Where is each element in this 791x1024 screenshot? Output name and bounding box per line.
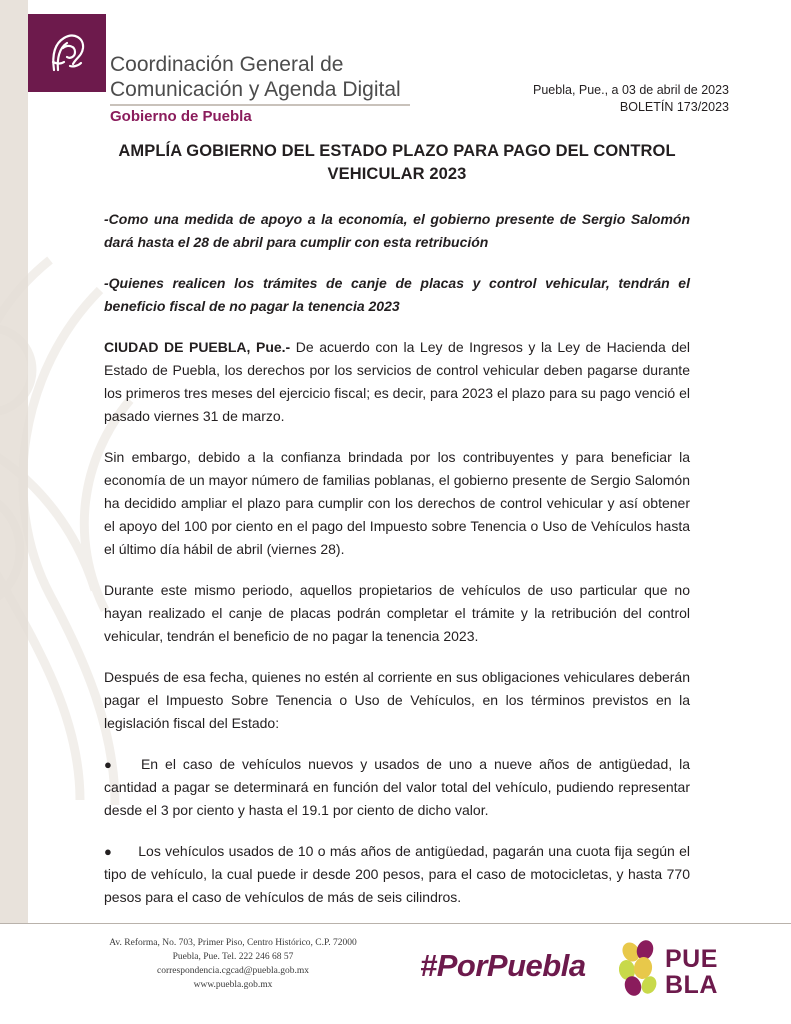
list-item-text: Los vehículos usados de 10 o más años de antigüedad, pagarán una cuota fija según el tipo de vehículo, la cual puede ir desde 200 pesos, para el caso de motocicletas, y hasta 770 pesos para el caso de vehículos de más de seis cilindros. xyxy=(104,843,690,905)
document-content xyxy=(104,140,690,951)
address-email[interactable]: correspondencia.cgcad@puebla.gob.mx xyxy=(157,966,309,976)
puebla-seal-icon xyxy=(28,14,106,92)
puebla-wordmark-line1: PUE xyxy=(665,945,718,973)
lede-paragraph-2: -Quienes realicen los trámites de canje de placas y control vehicular, tendrán el beneficio fiscal de no pagar la tenencia 2023 xyxy=(104,275,690,314)
body-paragraph-3: Durante este mismo periodo, aquellos propietarios de vehículos de uso particular que no hayan realizado el canje de placas podrán completar el trámite y la retribución del control vehicular, tendrán el beneficio de no pagar la tenencia 2023. xyxy=(104,582,690,644)
contact-address xyxy=(88,936,378,992)
left-decorative-band xyxy=(0,0,28,1024)
address-website[interactable]: www.puebla.gob.mx xyxy=(193,980,273,990)
puebla-flower-icon xyxy=(619,940,663,998)
bullet-marker-icon: ● xyxy=(104,844,113,859)
government-label: Gobierno de Puebla xyxy=(110,108,252,125)
puebla-wordmark-line2: BLA xyxy=(665,971,718,999)
document-footer xyxy=(0,923,791,1024)
org-title-line2: Comunicación y Agenda Digital xyxy=(110,78,401,101)
place-date: Puebla, Pue., a 03 de abril de 2023 xyxy=(533,83,729,97)
bullet-marker-icon: ● xyxy=(104,757,115,772)
header-divider xyxy=(110,104,410,106)
address-line-1: Av. Reforma, No. 703, Primer Piso, Centro Histórico, C.P. 72000 xyxy=(109,938,357,948)
puebla-wordmark xyxy=(665,946,718,998)
list-item xyxy=(104,840,690,909)
body-paragraph-1-text: De acuerdo con la Ley de Ingresos y la Ley de Hacienda del Estado de Puebla, los derechos por los servicios de control vehicular deben pagarse durante los primeros tres meses del ejercicio fiscal; es decir, para 2023 el plazo para su pago venció el pasado viernes 31 de marzo. xyxy=(104,339,691,424)
org-title-line1: Coordinación General de xyxy=(110,53,344,76)
list-item xyxy=(104,753,690,822)
document-header xyxy=(28,0,791,140)
hashtag-porpuebla: #PorPuebla xyxy=(420,948,586,983)
bulletin-number: BOLETÍN 173/2023 xyxy=(619,100,729,114)
seal-face-icon xyxy=(40,26,94,80)
puebla-brand-logo xyxy=(619,940,749,1008)
organization-title xyxy=(110,52,401,102)
address-line-2: Puebla, Pue. Tel. 222 246 68 57 xyxy=(172,952,294,962)
list-item-text: En el caso de vehículos nuevos y usados de uno a nueve años de antigüedad, la cantidad a pagar se determinará en función del valor total del vehículo, pudiendo representar desde el 3 por ciento y hasta el 19.1 por ciento de dicho valor. xyxy=(104,756,690,818)
body-paragraph-1 xyxy=(104,336,690,428)
dateline: CIUDAD DE PUEBLA, Pue.- xyxy=(104,339,291,355)
page-title: AMPLÍA GOBIERNO DEL ESTADO PLAZO PARA PAGO DEL CONTROL VEHICULAR 2023 xyxy=(118,142,676,183)
body-paragraph-4: Después de esa fecha, quienes no estén al corriente en sus obligaciones vehiculares deberán pagar el Impuesto Sobre Tenencia o Uso de Vehículos, en los términos previstos en la legislación fiscal del Estado: xyxy=(104,669,690,731)
body-paragraph-2: Sin embargo, debido a la confianza brindada por los contribuyentes y para beneficiar la economía de un mayor número de familias poblanas, el gobierno presente de Sergio Salomón ha decidido ampliar el plazo para cumplir con los derechos de control vehicular y así obtener el apoyo del 100 por ciento en el pago del Impuesto sobre Tenencia o Uso de Vehículos hasta el último día hábil de abril (viernes 28). xyxy=(104,449,690,557)
date-bulletin-block xyxy=(533,82,729,116)
lede-paragraph-1: -Como una medida de apoyo a la economía, el gobierno presente de Sergio Salomón dará hasta el 28 de abril para cumplir con esta retribución xyxy=(104,211,690,250)
